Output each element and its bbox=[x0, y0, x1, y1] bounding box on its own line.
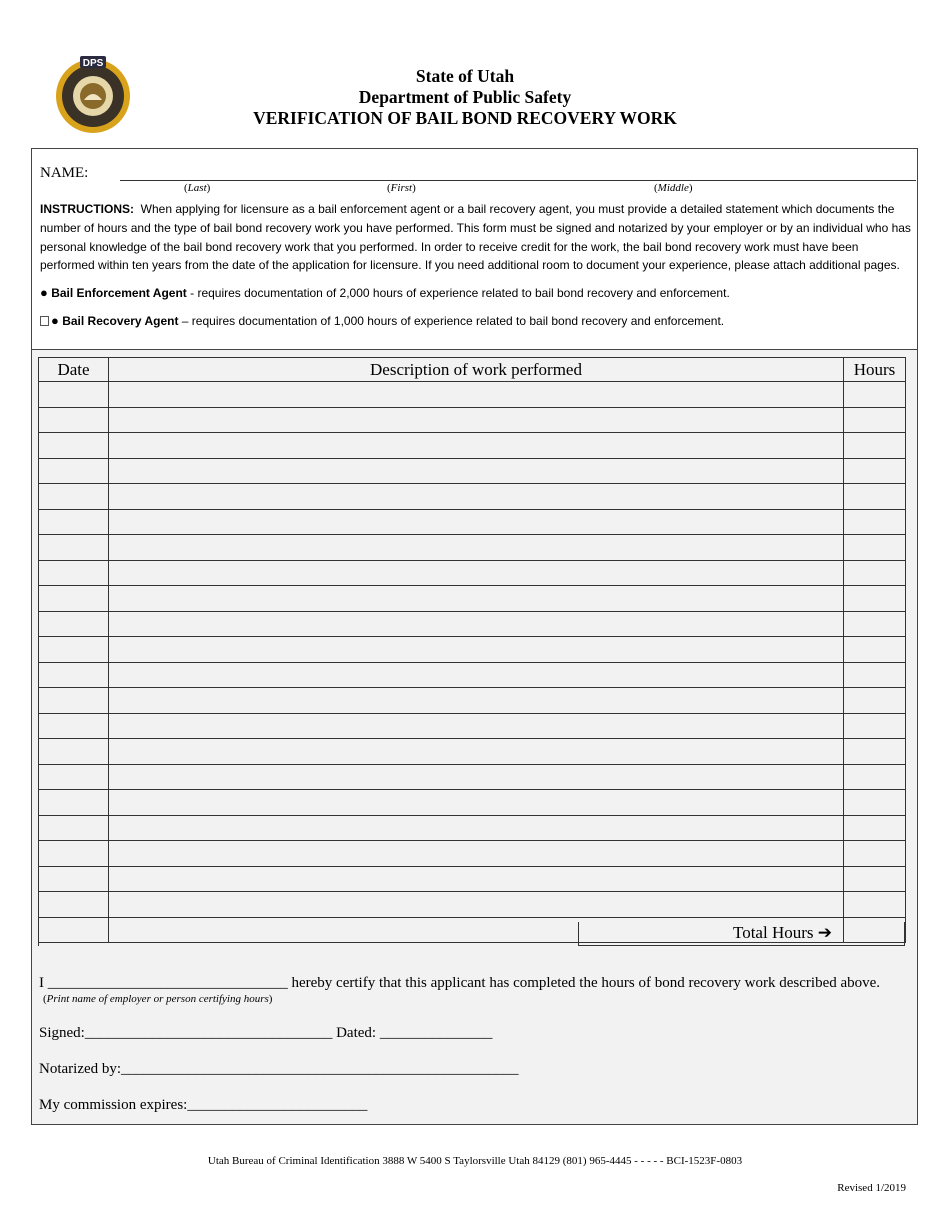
revised-date: Revised 1/2019 bbox=[837, 1182, 906, 1194]
description-cell[interactable] bbox=[109, 586, 844, 612]
date-cell[interactable] bbox=[39, 535, 109, 561]
empty-box-icon bbox=[40, 316, 49, 326]
table-row bbox=[39, 637, 906, 663]
table-row bbox=[39, 484, 906, 510]
hours-cell[interactable] bbox=[844, 815, 906, 841]
commission-expires-row[interactable]: My commission expires:________________________ bbox=[39, 1097, 368, 1113]
name-label: NAME: bbox=[40, 165, 89, 181]
column-header-date: Date bbox=[39, 358, 109, 382]
name-middle-label: Middle bbox=[657, 182, 689, 194]
instructions-text: When applying for licensure as a bail enforcement agent or a bail recovery agent, you must provide a detailed statement which documents the number of hours and the type of bail bond recovery work you have performed. This form must be signed and notarized by your employer or by an individual who has personal knowledge of the bail bond recovery work that you performed. In order to receive credit for the work, the bail bond recovery work must have been performed within ten years from the date of the application for licensure. If you need additional room to document your experience, please attach additional pages. bbox=[40, 202, 911, 273]
certification-statement[interactable]: I ________________________________ hereby certify that this applicant has completed the hours of bond recovery work described above. bbox=[39, 975, 881, 991]
description-cell[interactable] bbox=[109, 866, 844, 892]
hours-cell[interactable] bbox=[844, 433, 906, 459]
table-row bbox=[39, 815, 906, 841]
signed-dated-row[interactable]: Signed:_________________________________ Dated: _______________ bbox=[39, 1025, 493, 1041]
hours-cell[interactable] bbox=[844, 611, 906, 637]
description-cell[interactable] bbox=[109, 892, 844, 918]
table-row bbox=[39, 458, 906, 484]
date-cell[interactable] bbox=[39, 637, 109, 663]
description-cell[interactable] bbox=[109, 713, 844, 739]
description-cell[interactable] bbox=[109, 458, 844, 484]
table-row bbox=[39, 790, 906, 816]
hours-cell[interactable] bbox=[844, 509, 906, 535]
description-cell[interactable] bbox=[109, 535, 844, 561]
table-row bbox=[39, 586, 906, 612]
table-body bbox=[39, 382, 906, 943]
bullet-text: - requires documentation of 2,000 hours of experience related to bail bond recovery and enforcement. bbox=[186, 286, 730, 300]
date-cell[interactable] bbox=[39, 815, 109, 841]
table-header-row bbox=[39, 358, 906, 382]
date-cell[interactable] bbox=[39, 611, 109, 637]
date-cell[interactable] bbox=[39, 382, 109, 408]
table-row bbox=[39, 739, 906, 765]
description-cell[interactable] bbox=[109, 637, 844, 663]
date-cell[interactable] bbox=[39, 688, 109, 714]
hours-cell[interactable] bbox=[844, 458, 906, 484]
hours-cell[interactable] bbox=[844, 637, 906, 663]
table-row bbox=[39, 535, 906, 561]
description-cell[interactable] bbox=[109, 560, 844, 586]
total-hours-label: Total Hours ➔ bbox=[733, 923, 832, 942]
date-cell[interactable] bbox=[39, 509, 109, 535]
date-cell[interactable] bbox=[39, 560, 109, 586]
date-cell[interactable] bbox=[39, 764, 109, 790]
date-cell[interactable] bbox=[39, 841, 109, 867]
description-cell[interactable] bbox=[109, 611, 844, 637]
hours-cell[interactable] bbox=[844, 841, 906, 867]
description-cell[interactable] bbox=[109, 662, 844, 688]
table-row bbox=[39, 713, 906, 739]
table-row bbox=[39, 560, 906, 586]
description-cell[interactable] bbox=[109, 509, 844, 535]
date-cell[interactable] bbox=[39, 662, 109, 688]
name-last-label: Last bbox=[187, 182, 207, 194]
table-row bbox=[39, 407, 906, 433]
hours-cell[interactable] bbox=[844, 739, 906, 765]
date-cell[interactable] bbox=[39, 433, 109, 459]
hours-cell[interactable] bbox=[844, 713, 906, 739]
description-cell[interactable] bbox=[109, 407, 844, 433]
table-row bbox=[39, 433, 906, 459]
hours-cell[interactable] bbox=[844, 560, 906, 586]
date-cell[interactable] bbox=[39, 790, 109, 816]
date-cell[interactable] bbox=[39, 739, 109, 765]
column-header-hours: Hours bbox=[844, 358, 906, 382]
description-cell[interactable] bbox=[109, 382, 844, 408]
hours-cell[interactable] bbox=[844, 382, 906, 408]
description-cell[interactable] bbox=[109, 764, 844, 790]
dps-badge-logo bbox=[54, 52, 132, 136]
name-first-label: First bbox=[390, 182, 413, 194]
hours-cell[interactable] bbox=[844, 586, 906, 612]
hours-cell[interactable] bbox=[844, 535, 906, 561]
description-cell[interactable] bbox=[109, 484, 844, 510]
table-left-border bbox=[38, 922, 39, 946]
description-cell[interactable] bbox=[109, 841, 844, 867]
table-row bbox=[39, 841, 906, 867]
date-cell[interactable] bbox=[39, 917, 109, 943]
bullet-icon: ● bbox=[51, 313, 59, 328]
description-cell[interactable] bbox=[109, 739, 844, 765]
hours-cell[interactable] bbox=[844, 688, 906, 714]
header-form-title: VERIFICATION OF BAIL BOND RECOVERY WORK bbox=[253, 108, 677, 128]
name-input-line[interactable] bbox=[120, 180, 916, 181]
description-cell[interactable] bbox=[109, 688, 844, 714]
table-row bbox=[39, 611, 906, 637]
table-row bbox=[39, 509, 906, 535]
hours-cell[interactable] bbox=[844, 764, 906, 790]
hours-cell[interactable] bbox=[844, 892, 906, 918]
table-row bbox=[39, 866, 906, 892]
form-top-section: NAME: (Last) (First) (Middle) INSTRUCTIONS: When applying for licensure as a bail enforcement agent or a bail recovery agent, you must provide a detailed statement which documents the number of hours and the type of bail bond recovery work you have performed. This form must be signed and notarized by your employer or by an individual who has personal knowledge of the bail bond recovery work that you performed. In order to receive credit for the work, the bail bond recovery work must have been performed within ten years from the date of the application for licensure. If you need additional room to document your experience, please attach additional pages. ● Bail Enforcement Agent - requires documentation of 2,000 hours of experience related to bail bond recovery and enforcement. ● Bail Recovery Agent – requires documentation of 1,000 hours of experience related to bail bond recovery and enforcement. bbox=[32, 149, 917, 350]
date-cell[interactable] bbox=[39, 892, 109, 918]
hours-cell[interactable] bbox=[844, 866, 906, 892]
table-row bbox=[39, 382, 906, 408]
description-cell[interactable] bbox=[109, 815, 844, 841]
page-header bbox=[200, 66, 730, 129]
table-row bbox=[39, 764, 906, 790]
total-hours-box[interactable] bbox=[578, 922, 905, 946]
table-row bbox=[39, 688, 906, 714]
description-cell[interactable] bbox=[109, 433, 844, 459]
hours-cell[interactable] bbox=[844, 484, 906, 510]
date-cell[interactable] bbox=[39, 586, 109, 612]
table-row bbox=[39, 892, 906, 918]
bullet-enforcement-agent bbox=[40, 285, 730, 300]
header-state: State of Utah bbox=[415, 66, 515, 86]
hours-cell[interactable] bbox=[844, 790, 906, 816]
date-cell[interactable] bbox=[39, 407, 109, 433]
footer-address: Utah Bureau of Criminal Identification 3888 W 5400 S Taylorsville Utah 84129 (801) 965-4445 - - - - - BCI-1523F-0803 bbox=[207, 1155, 743, 1167]
bullet-title: Bail Recovery Agent bbox=[62, 314, 179, 328]
column-header-description: Description of work performed bbox=[109, 358, 844, 382]
instructions-label: INSTRUCTIONS: bbox=[40, 202, 134, 216]
bullet-icon: ● bbox=[40, 285, 48, 300]
description-cell[interactable] bbox=[109, 790, 844, 816]
certification-note: Print name of employer or person certifying hours bbox=[46, 993, 269, 1005]
notarized-by-row[interactable]: Notarized by:_____________________________________________________ bbox=[39, 1061, 519, 1077]
date-cell[interactable] bbox=[39, 484, 109, 510]
instructions bbox=[40, 200, 912, 275]
bullet-title: Bail Enforcement Agent bbox=[51, 286, 187, 300]
date-cell[interactable] bbox=[39, 866, 109, 892]
header-department: Department of Public Safety bbox=[358, 87, 572, 107]
table-row bbox=[39, 662, 906, 688]
work-log-table bbox=[38, 357, 906, 943]
date-cell[interactable] bbox=[39, 713, 109, 739]
hours-cell[interactable] bbox=[844, 407, 906, 433]
bullet-text: – requires documentation of 1,000 hours of experience related to bail bond recovery and enforcement. bbox=[178, 314, 725, 328]
hours-cell[interactable] bbox=[844, 662, 906, 688]
bullet-recovery-agent bbox=[40, 313, 724, 328]
logo-text: DPS bbox=[82, 58, 104, 69]
date-cell[interactable] bbox=[39, 458, 109, 484]
